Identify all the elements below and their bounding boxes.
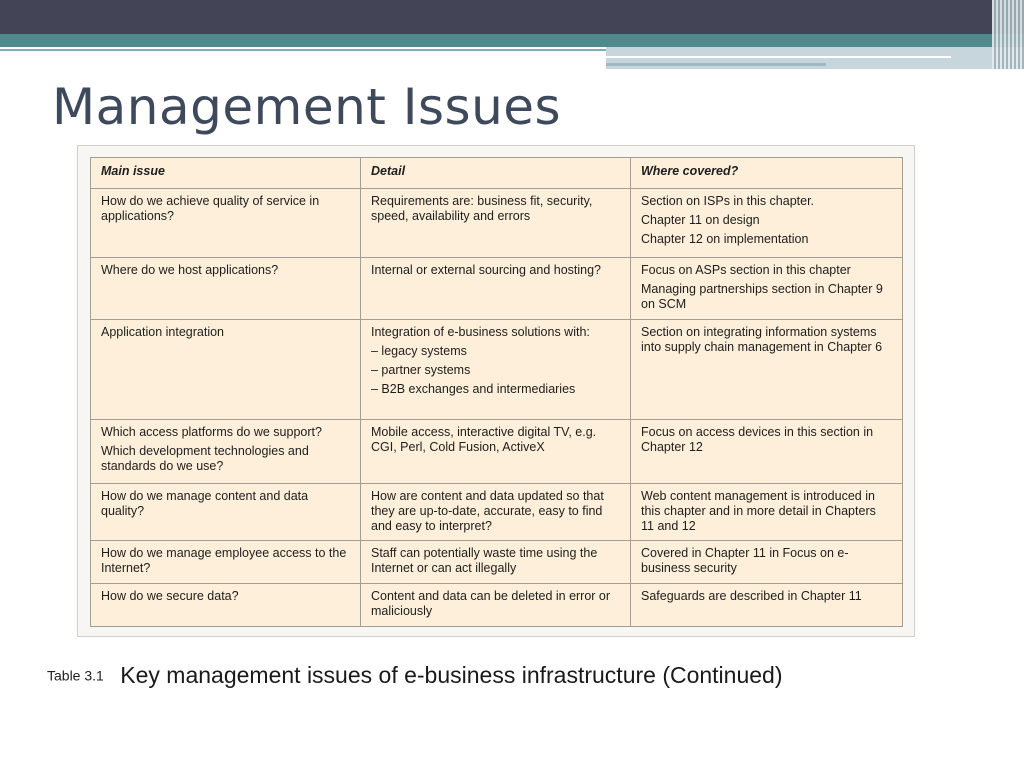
cell-text: Where do we host applications? [101, 263, 279, 277]
management-issues-table [90, 157, 903, 627]
cell-main-issue [91, 484, 361, 541]
cell-text: Section on ISPs in this chapter. [641, 194, 815, 208]
cell-text: How do we manage content and data quality? [101, 489, 309, 518]
cell-text: – partner systems [371, 363, 471, 377]
cell-where-covered [631, 258, 903, 320]
cell-detail [361, 484, 631, 541]
table-caption [47, 662, 783, 689]
cell-text: How do we manage employee access to the Internet? [101, 546, 347, 575]
cell-text: Managing partnerships section in Chapter 9 on SCM [641, 282, 883, 311]
cell-text: Focus on ASPs section in this chapter [641, 263, 851, 277]
cell-text: Web content management is introduced in this chapter and in more detail in Chapters 11 and 12 [641, 489, 876, 533]
cell-where-covered [631, 320, 903, 420]
cell-text: Mobile access, interactive digital TV, e.g. CGI, Perl, Cold Fusion, ActiveX [371, 425, 597, 454]
cell-main-issue [91, 584, 361, 627]
cell-where-covered [631, 541, 903, 584]
cell-text: Section on integrating information systems into supply chain management in Chapter 6 [641, 325, 883, 354]
cell-text: Application integration [101, 325, 224, 339]
cell-text: Focus on access devices in this section in Chapter 12 [641, 425, 874, 454]
header-accent-line [0, 49, 606, 51]
cell-detail [361, 258, 631, 320]
cell-text: Chapter 12 on implementation [641, 232, 809, 246]
cell-text: – B2B exchanges and intermediaries [371, 382, 576, 396]
header-right-line [606, 56, 951, 58]
cell-text: Which access platforms do we support? [101, 425, 322, 439]
table-header-row [91, 158, 903, 189]
table-row [91, 420, 903, 484]
cell-where-covered [631, 420, 903, 484]
cell-detail [361, 541, 631, 584]
cell-main-issue [91, 320, 361, 420]
cell-text: Integration of e-business solutions with: [371, 325, 590, 339]
cell-detail [361, 584, 631, 627]
table-row [91, 189, 903, 258]
table-row [91, 258, 903, 320]
cell-text: Safeguards are described in Chapter 11 [641, 589, 862, 603]
cell-text: How do we achieve quality of service in applications? [101, 194, 320, 223]
header-accent-band [0, 34, 1024, 47]
header-detail: Detail [361, 158, 631, 189]
table-row [91, 484, 903, 541]
table-row [91, 584, 903, 627]
cell-main-issue [91, 541, 361, 584]
cell-text: Staff can potentially waste time using the Internet or can act illegally [371, 546, 598, 575]
cell-main-issue [91, 420, 361, 484]
cell-where-covered [631, 584, 903, 627]
cell-main-issue [91, 258, 361, 320]
cell-where-covered [631, 189, 903, 258]
slide-title: Management Issues [52, 78, 562, 136]
cell-text: Which development technologies and standards do we use? [101, 444, 309, 473]
cell-text: Covered in Chapter 11 in Focus on e-business security [641, 546, 849, 575]
cell-text: How do we secure data? [101, 589, 239, 603]
header-main-issue: Main issue [91, 158, 361, 189]
cell-text: Chapter 11 on design [641, 213, 760, 227]
cell-detail [361, 189, 631, 258]
cell-text: Internal or external sourcing and hosting? [371, 263, 602, 277]
cell-text: Requirements are: business fit, security, speed, availability and errors [371, 194, 593, 223]
header-bar [0, 0, 1024, 34]
table-row [91, 541, 903, 584]
cell-text: How are content and data updated so that they are up-to-date, accurate, easy to find and easy to interpret? [371, 489, 604, 533]
cell-detail [361, 420, 631, 484]
cell-detail [361, 320, 631, 420]
cell-main-issue [91, 189, 361, 258]
caption-label: Table 3.1 [47, 667, 104, 684]
header-right-line-lower [606, 63, 826, 66]
header-edge-stripes [992, 0, 1024, 69]
cell-text: – legacy systems [371, 344, 467, 358]
table-row [91, 320, 903, 420]
cell-where-covered [631, 484, 903, 541]
cell-text: Content and data can be deleted in error or maliciously [371, 589, 611, 618]
caption-text: Key management issues of e-business infrastructure (Continued) [120, 662, 783, 688]
header-where-covered: Where covered? [631, 158, 903, 189]
